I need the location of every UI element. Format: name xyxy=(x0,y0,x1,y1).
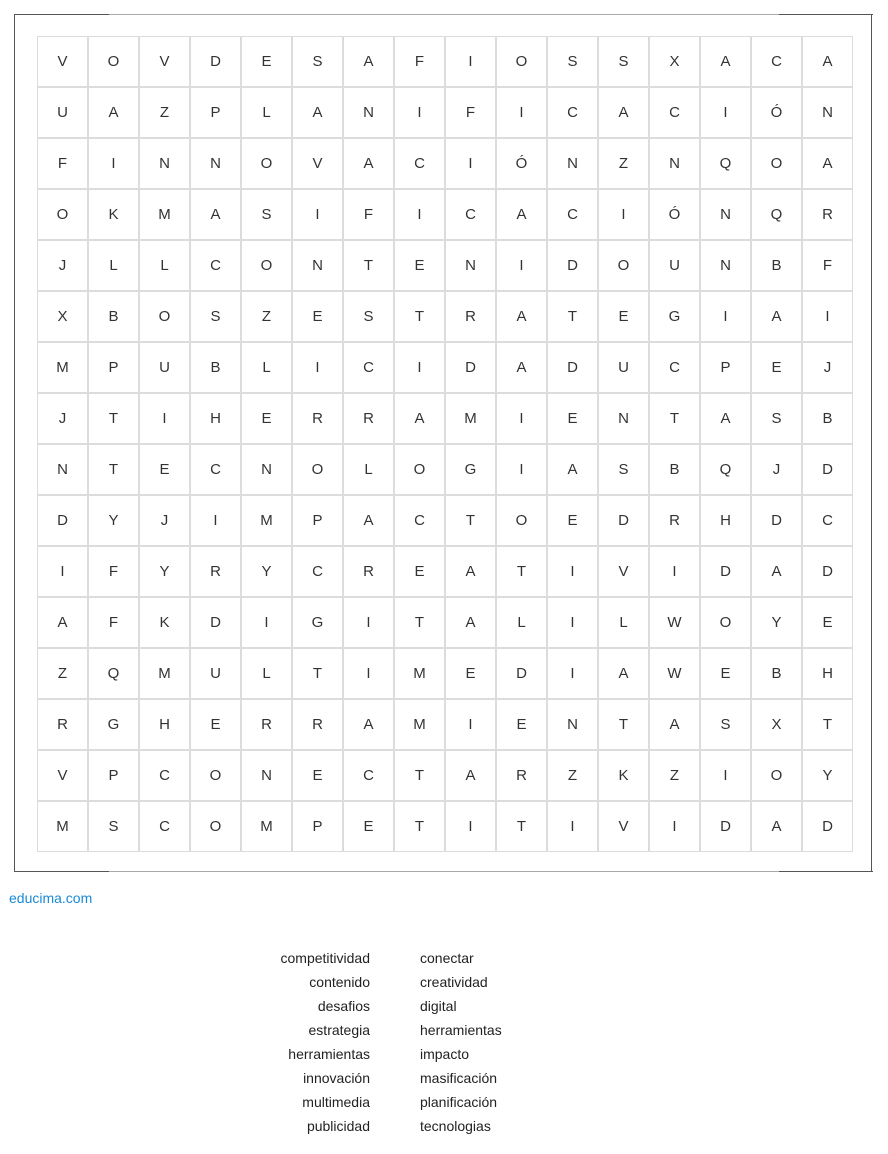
word-list-item: desafios xyxy=(317,998,370,1014)
grid-cell[interactable]: C xyxy=(394,138,445,189)
grid-cell[interactable]: F xyxy=(88,597,139,648)
grid-cell[interactable]: C xyxy=(751,36,802,87)
grid-cell[interactable]: I xyxy=(343,597,394,648)
grid-cell[interactable]: R xyxy=(802,189,853,240)
grid-cell[interactable]: A xyxy=(547,444,598,495)
grid-cell[interactable]: H xyxy=(139,699,190,750)
grid-cell[interactable]: C xyxy=(547,87,598,138)
grid-cell[interactable]: L xyxy=(598,597,649,648)
grid-cell[interactable]: C xyxy=(139,750,190,801)
grid-cell[interactable]: S xyxy=(700,699,751,750)
grid-cell[interactable]: F xyxy=(445,87,496,138)
grid-cell[interactable]: L xyxy=(88,240,139,291)
grid-cell[interactable]: D xyxy=(700,801,751,852)
grid-cell[interactable]: R xyxy=(37,699,88,750)
word-list-item: publicidad xyxy=(306,1118,370,1134)
grid-cell[interactable]: A xyxy=(445,597,496,648)
grid-cell[interactable]: T xyxy=(802,699,853,750)
frame-bottom-line xyxy=(15,871,109,872)
grid-cell[interactable]: E xyxy=(802,597,853,648)
grid-cell[interactable]: O xyxy=(496,495,547,546)
grid-cell[interactable]: V xyxy=(139,36,190,87)
word-list-right xyxy=(420,946,502,1138)
grid-cell[interactable]: J xyxy=(37,240,88,291)
grid-cell[interactable]: I xyxy=(394,342,445,393)
grid-cell[interactable]: B xyxy=(649,444,700,495)
word-list-item: masificación xyxy=(420,1070,498,1086)
grid-cell[interactable]: T xyxy=(394,291,445,342)
grid-cell[interactable]: J xyxy=(139,495,190,546)
grid-cell[interactable]: I xyxy=(445,36,496,87)
grid-cell[interactable]: J xyxy=(37,393,88,444)
grid-cell[interactable]: M xyxy=(241,495,292,546)
grid-cell[interactable]: E xyxy=(292,750,343,801)
word-list-item: impacto xyxy=(420,1046,470,1062)
grid-cell[interactable]: A xyxy=(751,291,802,342)
word-list-item: innovación xyxy=(303,1070,370,1086)
word-list-item: tecnologias xyxy=(420,1118,491,1134)
grid-cell[interactable]: I xyxy=(547,546,598,597)
grid-cell[interactable]: A xyxy=(343,36,394,87)
grid-cell[interactable]: E xyxy=(241,36,292,87)
grid-cell[interactable]: R xyxy=(190,546,241,597)
grid-cell[interactable]: B xyxy=(802,393,853,444)
grid-cell[interactable]: O xyxy=(751,750,802,801)
grid-cell[interactable]: I xyxy=(649,546,700,597)
grid-cell[interactable]: Q xyxy=(88,648,139,699)
grid-cell[interactable]: C xyxy=(394,495,445,546)
grid-cell[interactable]: T xyxy=(496,546,547,597)
grid-cell[interactable]: E xyxy=(394,240,445,291)
grid-cell[interactable]: X xyxy=(37,291,88,342)
grid-cell[interactable]: O xyxy=(139,291,190,342)
grid-cell[interactable]: C xyxy=(649,342,700,393)
grid-cell[interactable]: D xyxy=(496,648,547,699)
grid-cell[interactable]: N xyxy=(241,750,292,801)
grid-cell[interactable]: N xyxy=(292,240,343,291)
grid-cell[interactable]: M xyxy=(37,342,88,393)
frame-top-line xyxy=(779,14,873,15)
grid-cell[interactable]: D xyxy=(598,495,649,546)
grid-cell[interactable]: N xyxy=(700,240,751,291)
grid-cell[interactable]: K xyxy=(88,189,139,240)
grid-cell[interactable]: I xyxy=(700,291,751,342)
puzzle-frame xyxy=(14,14,872,872)
grid-cell[interactable]: E xyxy=(190,699,241,750)
grid-cell[interactable]: J xyxy=(751,444,802,495)
grid-cell[interactable]: C xyxy=(802,495,853,546)
grid-cell[interactable]: A xyxy=(88,87,139,138)
grid-cell[interactable]: I xyxy=(649,801,700,852)
grid-cell[interactable]: I xyxy=(343,648,394,699)
frame-bottom-line xyxy=(109,871,779,872)
grid-cell[interactable]: I xyxy=(445,699,496,750)
grid-cell[interactable]: T xyxy=(394,597,445,648)
grid-cell[interactable]: A xyxy=(496,189,547,240)
grid-cell[interactable]: Y xyxy=(802,750,853,801)
grid-cell[interactable]: T xyxy=(292,648,343,699)
grid-cell[interactable]: S xyxy=(598,444,649,495)
grid-cell[interactable]: A xyxy=(496,291,547,342)
grid-cell[interactable]: X xyxy=(751,699,802,750)
grid-cell[interactable]: C xyxy=(139,801,190,852)
word-list-item: planificación xyxy=(420,1094,498,1110)
grid-cell[interactable]: G xyxy=(88,699,139,750)
grid-cell[interactable]: O xyxy=(241,138,292,189)
grid-cell[interactable]: P xyxy=(88,342,139,393)
grid-cell[interactable]: T xyxy=(88,444,139,495)
grid-cell[interactable]: D xyxy=(802,546,853,597)
grid-cell[interactable]: M xyxy=(139,189,190,240)
grid-cell[interactable]: R xyxy=(241,699,292,750)
grid-cell[interactable]: P xyxy=(700,342,751,393)
grid-cell[interactable]: S xyxy=(343,291,394,342)
grid-cell[interactable]: P xyxy=(292,801,343,852)
grid-cell[interactable]: V xyxy=(292,138,343,189)
grid-cell[interactable]: D xyxy=(547,342,598,393)
grid-cell[interactable]: P xyxy=(88,750,139,801)
grid-cell[interactable]: Y xyxy=(751,597,802,648)
grid-cell[interactable]: N xyxy=(700,189,751,240)
frame-top-line xyxy=(15,14,109,15)
grid-cell[interactable]: N xyxy=(343,87,394,138)
grid-cell[interactable]: I xyxy=(496,444,547,495)
word-list-item: estrategia xyxy=(308,1022,370,1038)
grid-cell[interactable]: S xyxy=(241,189,292,240)
grid-cell[interactable]: G xyxy=(649,291,700,342)
grid-cell[interactable]: E xyxy=(547,495,598,546)
grid-cell[interactable]: L xyxy=(241,342,292,393)
grid-cell[interactable]: C xyxy=(190,240,241,291)
grid-cell[interactable]: D xyxy=(700,546,751,597)
grid-cell[interactable]: E xyxy=(700,648,751,699)
grid-cell[interactable]: E xyxy=(751,342,802,393)
grid-cell[interactable]: Ó xyxy=(649,189,700,240)
grid-cell[interactable]: I xyxy=(802,291,853,342)
grid-cell[interactable]: X xyxy=(649,36,700,87)
grid-cell[interactable]: T xyxy=(394,750,445,801)
grid-cell[interactable]: Z xyxy=(598,138,649,189)
grid-cell[interactable]: Q xyxy=(751,189,802,240)
grid-cell[interactable]: H xyxy=(700,495,751,546)
grid-cell[interactable]: M xyxy=(394,699,445,750)
grid-cell[interactable]: P xyxy=(292,495,343,546)
frame-top-line xyxy=(109,14,779,15)
grid-cell[interactable]: B xyxy=(190,342,241,393)
grid-cell[interactable]: N xyxy=(802,87,853,138)
grid-cell[interactable]: A xyxy=(445,750,496,801)
grid-cell[interactable]: Z xyxy=(649,750,700,801)
grid-cell[interactable]: E xyxy=(547,393,598,444)
grid-cell[interactable]: S xyxy=(190,291,241,342)
grid-cell[interactable]: L xyxy=(241,648,292,699)
grid-cell[interactable]: I xyxy=(547,648,598,699)
grid-cell[interactable]: C xyxy=(190,444,241,495)
grid-cell[interactable]: E xyxy=(445,648,496,699)
grid-cell[interactable]: I xyxy=(139,393,190,444)
grid-cell[interactable]: D xyxy=(190,597,241,648)
grid-cell[interactable]: B xyxy=(88,291,139,342)
grid-cell[interactable]: A xyxy=(343,495,394,546)
grid-cell[interactable]: Q xyxy=(700,138,751,189)
grid-cell[interactable]: A xyxy=(751,546,802,597)
grid-cell[interactable]: P xyxy=(190,87,241,138)
grid-cell[interactable]: M xyxy=(37,801,88,852)
grid-cell[interactable]: D xyxy=(802,444,853,495)
grid-cell[interactable]: D xyxy=(547,240,598,291)
grid-cell[interactable]: R xyxy=(343,393,394,444)
grid-cell[interactable]: S xyxy=(547,36,598,87)
grid-cell[interactable]: A xyxy=(190,189,241,240)
grid-cell[interactable]: I xyxy=(292,342,343,393)
word-list-item: competitividad xyxy=(280,950,370,966)
grid-cell[interactable]: O xyxy=(598,240,649,291)
grid-cell[interactable]: M xyxy=(241,801,292,852)
word-list-item: contenido xyxy=(309,974,370,990)
grid-cell[interactable]: I xyxy=(547,801,598,852)
grid-cell[interactable]: J xyxy=(802,342,853,393)
grid-cell[interactable]: A xyxy=(598,87,649,138)
grid-cell[interactable]: U xyxy=(37,87,88,138)
grid-cell[interactable]: T xyxy=(88,393,139,444)
grid-cell[interactable]: N xyxy=(598,393,649,444)
grid-cell[interactable]: B xyxy=(751,648,802,699)
grid-cell[interactable]: I xyxy=(496,240,547,291)
grid-cell[interactable]: E xyxy=(496,699,547,750)
grid-cell[interactable]: Ó xyxy=(751,87,802,138)
grid-cell[interactable]: A xyxy=(343,699,394,750)
grid-cell[interactable]: M xyxy=(394,648,445,699)
grid-cell[interactable]: R xyxy=(343,546,394,597)
grid-cell[interactable]: W xyxy=(649,597,700,648)
grid-cell[interactable]: O xyxy=(190,801,241,852)
grid-cell[interactable]: N xyxy=(241,444,292,495)
grid-cell[interactable]: L xyxy=(241,87,292,138)
grid-cell[interactable]: G xyxy=(292,597,343,648)
grid-cell[interactable]: I xyxy=(190,495,241,546)
grid-cell[interactable]: F xyxy=(88,546,139,597)
grid-cell[interactable]: K xyxy=(598,750,649,801)
grid-cell[interactable]: I xyxy=(496,87,547,138)
grid-cell[interactable]: C xyxy=(445,189,496,240)
frame-bottom-line xyxy=(779,871,873,872)
grid-cell[interactable]: V xyxy=(37,36,88,87)
grid-cell[interactable]: O xyxy=(37,189,88,240)
grid-cell[interactable]: C xyxy=(343,750,394,801)
grid-cell[interactable]: N xyxy=(190,138,241,189)
grid-cell[interactable]: E xyxy=(598,291,649,342)
grid-cell[interactable]: A xyxy=(292,87,343,138)
grid-cell[interactable]: I xyxy=(547,597,598,648)
grid-cell[interactable]: F xyxy=(343,189,394,240)
word-list-item: creatividad xyxy=(420,974,488,990)
grid-cell[interactable]: M xyxy=(445,393,496,444)
word-list-item: herramientas xyxy=(288,1046,370,1062)
grid-cell[interactable]: U xyxy=(598,342,649,393)
grid-cell[interactable]: I xyxy=(394,87,445,138)
grid-cell[interactable]: Z xyxy=(139,87,190,138)
grid-cell[interactable]: E xyxy=(241,393,292,444)
grid-cell[interactable]: D xyxy=(190,36,241,87)
grid-cell[interactable]: V xyxy=(598,801,649,852)
grid-cell[interactable]: T xyxy=(649,393,700,444)
grid-cell[interactable]: A xyxy=(802,36,853,87)
grid-cell[interactable]: I xyxy=(241,597,292,648)
grid-cell[interactable]: D xyxy=(445,342,496,393)
grid-cell[interactable]: A xyxy=(445,546,496,597)
grid-cell[interactable]: N xyxy=(547,138,598,189)
grid-cell[interactable]: H xyxy=(802,648,853,699)
grid-cell[interactable]: A xyxy=(700,36,751,87)
grid-cell[interactable]: F xyxy=(37,138,88,189)
letter-grid xyxy=(37,36,853,852)
grid-cell[interactable]: I xyxy=(394,189,445,240)
grid-cell[interactable]: E xyxy=(292,291,343,342)
grid-cell[interactable]: D xyxy=(37,495,88,546)
grid-cell[interactable]: U xyxy=(139,342,190,393)
grid-cell[interactable]: M xyxy=(139,648,190,699)
grid-cell[interactable]: O xyxy=(88,36,139,87)
grid-cell[interactable]: N xyxy=(649,138,700,189)
grid-cell[interactable]: L xyxy=(139,240,190,291)
grid-cell[interactable]: G xyxy=(445,444,496,495)
source-link[interactable]: educima.com xyxy=(9,890,93,906)
grid-cell[interactable]: W xyxy=(649,648,700,699)
grid-cell[interactable]: F xyxy=(394,36,445,87)
grid-cell[interactable]: O xyxy=(241,240,292,291)
grid-cell[interactable]: U xyxy=(190,648,241,699)
grid-cell[interactable]: E xyxy=(343,801,394,852)
grid-cell[interactable]: R xyxy=(445,291,496,342)
grid-cell[interactable]: Y xyxy=(241,546,292,597)
grid-cell[interactable]: L xyxy=(343,444,394,495)
grid-cell[interactable]: N xyxy=(547,699,598,750)
grid-cell[interactable]: N xyxy=(445,240,496,291)
grid-cell[interactable]: A xyxy=(598,648,649,699)
grid-cell[interactable]: E xyxy=(139,444,190,495)
grid-cell[interactable]: Y xyxy=(88,495,139,546)
grid-cell[interactable]: I xyxy=(445,138,496,189)
grid-cell[interactable]: Z xyxy=(241,291,292,342)
grid-cell[interactable]: S xyxy=(292,36,343,87)
grid-cell[interactable]: O xyxy=(700,597,751,648)
grid-cell[interactable]: I xyxy=(37,546,88,597)
grid-cell[interactable]: K xyxy=(139,597,190,648)
grid-cell[interactable]: T xyxy=(496,801,547,852)
grid-cell[interactable]: D xyxy=(802,801,853,852)
grid-cell[interactable]: D xyxy=(751,495,802,546)
grid-cell[interactable]: R xyxy=(649,495,700,546)
grid-cell[interactable]: S xyxy=(751,393,802,444)
grid-cell[interactable]: Y xyxy=(139,546,190,597)
grid-cell[interactable]: B xyxy=(751,240,802,291)
grid-cell[interactable]: H xyxy=(190,393,241,444)
grid-cell[interactable]: I xyxy=(88,138,139,189)
grid-cell[interactable]: S xyxy=(88,801,139,852)
grid-cell[interactable]: A xyxy=(700,393,751,444)
grid-cell[interactable]: T xyxy=(343,240,394,291)
grid-cell[interactable]: T xyxy=(394,801,445,852)
word-list-item: conectar xyxy=(420,950,474,966)
grid-cell[interactable]: T xyxy=(598,699,649,750)
grid-cell[interactable]: Ó xyxy=(496,138,547,189)
grid-cell[interactable]: I xyxy=(496,393,547,444)
grid-cell[interactable]: N xyxy=(37,444,88,495)
word-list-item: digital xyxy=(420,998,457,1014)
grid-cell[interactable]: L xyxy=(496,597,547,648)
grid-cell[interactable]: A xyxy=(649,699,700,750)
word-list-left xyxy=(281,946,371,1138)
grid-cell[interactable]: A xyxy=(394,393,445,444)
grid-cell[interactable]: F xyxy=(802,240,853,291)
grid-cell[interactable]: E xyxy=(394,546,445,597)
grid-cell[interactable]: T xyxy=(445,495,496,546)
grid-cell[interactable]: I xyxy=(445,801,496,852)
grid-cell[interactable]: N xyxy=(139,138,190,189)
grid-cell[interactable]: C xyxy=(649,87,700,138)
grid-cell[interactable]: I xyxy=(598,189,649,240)
grid-cell[interactable]: O xyxy=(496,36,547,87)
grid-cell[interactable]: Q xyxy=(700,444,751,495)
grid-cell[interactable]: U xyxy=(649,240,700,291)
grid-cell[interactable]: C xyxy=(547,189,598,240)
grid-cell[interactable]: A xyxy=(751,801,802,852)
grid-cell[interactable]: Z xyxy=(37,648,88,699)
word-list-item: multimedia xyxy=(302,1094,370,1110)
grid-cell[interactable]: S xyxy=(598,36,649,87)
grid-cell[interactable]: C xyxy=(343,342,394,393)
grid-cell[interactable]: O xyxy=(190,750,241,801)
grid-cell[interactable]: A xyxy=(802,138,853,189)
grid-cell[interactable]: R xyxy=(496,750,547,801)
grid-cell[interactable]: O xyxy=(394,444,445,495)
grid-cell[interactable]: A xyxy=(37,597,88,648)
grid-cell[interactable]: I xyxy=(700,750,751,801)
grid-cell[interactable]: C xyxy=(292,546,343,597)
grid-cell[interactable]: O xyxy=(751,138,802,189)
grid-cell[interactable]: T xyxy=(547,291,598,342)
grid-cell[interactable]: A xyxy=(343,138,394,189)
grid-cell[interactable]: R xyxy=(292,699,343,750)
grid-cell[interactable]: I xyxy=(292,189,343,240)
grid-cell[interactable]: I xyxy=(700,87,751,138)
grid-cell[interactable]: A xyxy=(496,342,547,393)
grid-cell[interactable]: V xyxy=(598,546,649,597)
grid-cell[interactable]: Z xyxy=(547,750,598,801)
word-list-item: herramientas xyxy=(420,1022,502,1038)
grid-cell[interactable]: O xyxy=(292,444,343,495)
grid-cell[interactable]: V xyxy=(37,750,88,801)
grid-cell[interactable]: R xyxy=(292,393,343,444)
